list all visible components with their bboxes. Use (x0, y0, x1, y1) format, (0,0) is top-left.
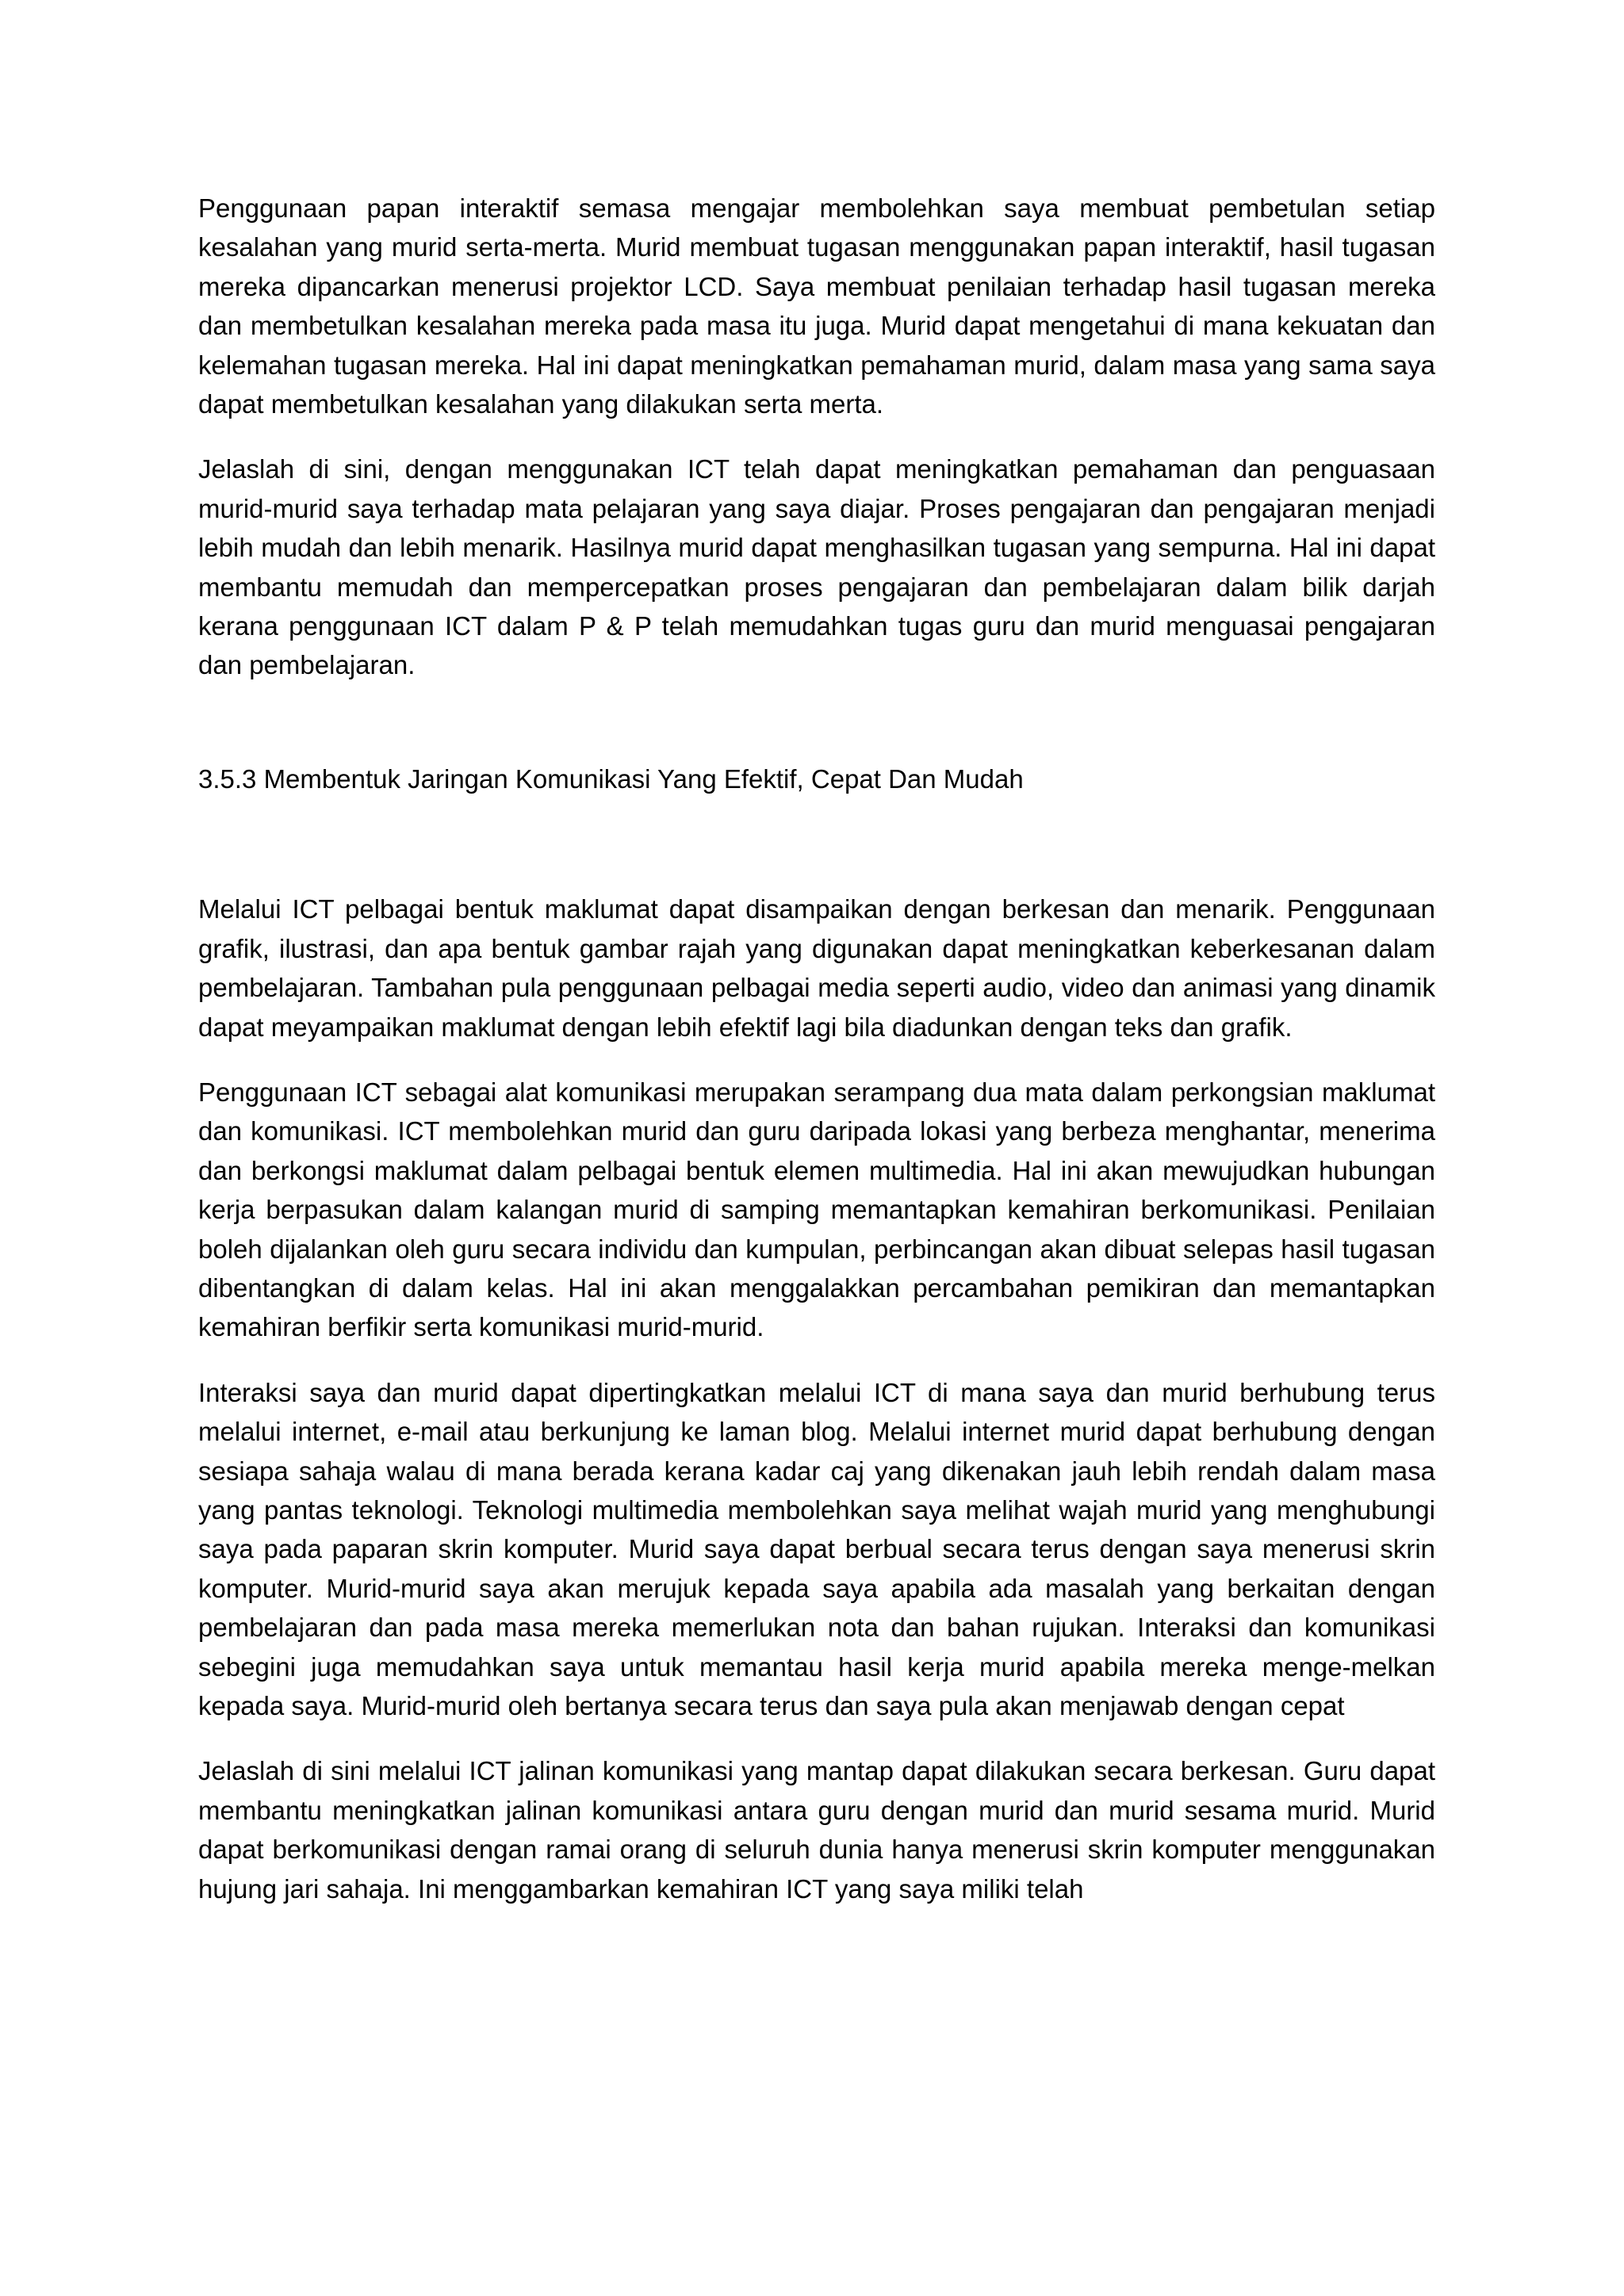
document-body (198, 189, 1435, 1908)
paragraph-spacer (198, 423, 1435, 450)
paragraph-spacer (198, 1047, 1435, 1073)
section-spacer (198, 685, 1435, 760)
section-spacer (198, 798, 1435, 890)
paragraph-spacer (198, 1725, 1435, 1751)
paragraph-multimedia-info: Melalui ICT pelbagai bentuk maklumat dapat disampaikan dengan berkesan dan menarik. Penggunaan grafik, ilustrasi, dan apa bentuk gambar rajah yang digunakan dapat meningkatkan keberkesanan dalam pembelajaran. Tambahan pula penggunaan pelbagai media seperti audio, video dan animasi yang dinamik dapat meyampaikan maklumat dengan lebih efektif lagi bila diadunkan dengan teks dan grafik. (198, 894, 1435, 1042)
paragraph-communication-tool: Penggunaan ICT sebagai alat komunikasi merupakan serampang dua mata dalam perkongsian maklumat dan komunikasi. ICT membolehkan murid dan guru daripada lokasi yang berbeza menghantar, menerima dan berkongsi maklumat dalam pelbagai bentuk elemen multimedia. Hal ini akan mewujudkan hubungan kerja berpasukan dalam kalangan murid di samping memantapkan kemahiran berkomunikasi. Penilaian boleh dijalankan oleh guru secara individu dan kumpulan, perbincangan akan dibuat selepas hasil tugasan dibentangkan di dalam kelas. Hal ini akan menggalakkan percambahan pemikiran dan memantapkan kemahiran berfikir serta komunikasi murid-murid. (198, 1077, 1435, 1342)
section-heading: 3.5.3 Membentuk Jaringan Komunikasi Yang Efektif, Cepat Dan Mudah (198, 763, 1024, 794)
paragraph-interaction: Interaksi saya dan murid dapat dipertingkatkan melalui ICT di mana saya dan murid berhubung terus melalui internet, e-mail atau berkunjung ke laman blog. Melalui internet murid dapat berhubung dengan sesiapa sahaja walau di mana berada kerana kadar caj yang dikenakan jauh lebih rendah dalam masa yang pantas teknologi. Teknologi multimedia membolehkan saya melihat wajah murid yang menghubungi saya pada paparan skrin komputer. Murid saya dapat berbual secara terus dengan saya menerusi skrin komputer. Murid-murid saya akan merujuk kepada saya apabila ada masalah yang berkaitan dengan pembelajaran dan pada masa mereka memerlukan nota dan bahan rujukan. Interaksi dan komunikasi sebegini juga memudahkan saya untuk memantau hasil kerja murid apabila mereka menge-melkan kepada saya. Murid-murid oleh bertanya secara terus dan saya pula akan menjawab dengan cepat (198, 1377, 1435, 1720)
paragraph-conclusion: Jelaslah di sini melalui ICT jalinan komunikasi yang mantap dapat dilakukan secara berkesan. Guru dapat membantu meningkatkan jalinan komunikasi antara guru dengan murid dan murid sesama murid. Murid dapat berkomunikasi dengan ramai orang di seluruh dunia hanya menerusi skrin komputer menggunakan hujung jari sahaja. Ini menggambarkan kemahiran ICT yang saya miliki telah (198, 1756, 1435, 1904)
paragraph-interactive-board: Penggunaan papan interaktif semasa mengajar membolehkan saya membuat pembetulan setiap kesalahan yang murid serta-merta. Murid membuat tugasan menggunakan papan interaktif, hasil tugasan mereka dipancarkan menerusi projektor LCD. Saya membuat penilaian terhadap hasil tugasan mereka dan membetulkan kesalahan mereka pada masa itu juga. Murid dapat mengetahui di mana kekuatan dan kelemahan tugasan mereka. Hal ini dapat meningkatkan pemahaman murid, dalam masa yang sama saya dapat membetulkan kesalahan yang dilakukan serta merta. (198, 193, 1435, 419)
paragraph-spacer (198, 1347, 1435, 1373)
paragraph-ict-understanding: Jelaslah di sini, dengan menggunakan ICT telah dapat meningkatkan pemahaman dan penguasaan murid-murid saya terhadap mata pelajaran yang saya diajar. Proses pengajaran dan pengajaran menjadi lebih mudah dan lebih menarik. Hasilnya murid dapat menghasilkan tugasan yang sempurna. Hal ini dapat membantu memudah dan mempercepatkan proses pengajaran dan pembelajaran dalam bilik darjah kerana penggunaan ICT dalam P & P telah memudahkan tugas guru dan murid menguasai pengajaran dan pembelajaran. (198, 454, 1435, 680)
